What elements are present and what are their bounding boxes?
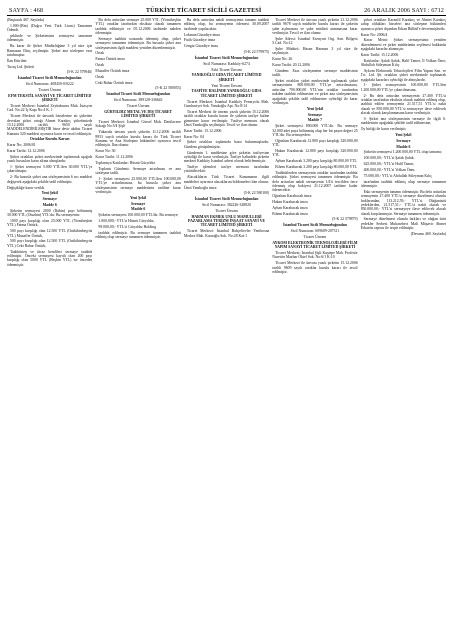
paragraph: Ethem Karabacak imza bbox=[272, 211, 308, 216]
paragraph: Değişikliğe karar verildi. bbox=[7, 185, 46, 190]
paragraph: Gündem: Esas sözleşmenin sermaye maddesinin tadili. bbox=[272, 68, 358, 78]
paragraph: (5-K 22 579946) bbox=[66, 70, 93, 75]
paragraph: Sermaye düzeltmesi olumlu farkları ve olağan üstü yedekler Serbest Muhasebeci Mali Müşavir Ahmet Erkan'ın raporu ile tespit edilmiştir. bbox=[360, 217, 447, 231]
paragraph: 1- Şirket sermayesi 25.000,00 YTL'den 100.000,00 YTL'ye arttırılmasına, bu hususla şirket ana sözleşmesinin sermaye maddesinin tadiline karar verilmiştir. bbox=[95, 176, 181, 194]
paragraph: Ümit Yanıkoğlu imza bbox=[183, 185, 217, 190]
paragraph: Karar No: 2006/01 bbox=[7, 143, 36, 148]
paragraph: Ticaret Merkezi: İstanbul Bahçelievler Yenibosna Merkez Mah. Karaoğlu Sok. No:28 Kat:1 bbox=[183, 229, 270, 238]
paragraph: Hakan Karabacak 12.800 payı karşılığı 320.000,00 YTL bbox=[272, 148, 358, 158]
paragraph: 500 payı karşılığı olan 12.500 YTL (Onikibinbeşyüz YTL) Muzaffer Öztürk, bbox=[7, 229, 93, 238]
paragraph: Ticaret Merkezi: İstanbul Zeytinburnu Mah. İstasyon Cad. No:22 İç Kapı No:4 K. 1 bbox=[7, 104, 93, 113]
paragraph: YANIKOĞLU GIDA TİCARET LİMİTED ŞİRKETİ bbox=[191, 73, 262, 82]
paragraph: 75.000,00,- YTL'si Abdullah Süleyman Kılıç bbox=[363, 173, 432, 178]
paragraph: GÜRYILDIZ METAL VE DIŞ TİCARET LİMİTED ŞİRKETİ bbox=[104, 109, 173, 119]
paragraph: (5-K 22 579975) bbox=[243, 50, 270, 55]
paragraph: Tasfiye işlemleri tasfiye memuru tarafından yürütülecektir. bbox=[183, 165, 270, 174]
paragraph: Eski sermayenin tamamı ödenmiştir. Bu defa arttırılan sermayenin 27.400 YTL'si sermaye düzeltmesi olumlu farklarından, 113.212,59,- YTL'si Olağanüstü yedeklerden, 21.517,51,- YTL'si nakit olarak ve 850.000,00,- YTL'si sermayeye ilave edilecek alacak olarak karşılanmıştır. Sermaye tamamen ödenmiştir. bbox=[360, 189, 447, 216]
paragraph: Ortak bbox=[95, 51, 105, 56]
paragraph: Şirketin sermayesi 2000 (İkibin) payı bölünmüş 30.000 YTL (Otuzbin) YTL'dır. Bu sermayenin: bbox=[7, 208, 93, 218]
paragraph: şeklinde ve Şirketimizin sermayesi tamamen ödenmiştir. bbox=[7, 34, 93, 43]
paragraph: Muzaffer Öztürk imza bbox=[95, 68, 130, 73]
paragraph: Sicil Numarası: 609609-207311 bbox=[290, 229, 340, 234]
paragraph: Yeni Şekil bbox=[306, 106, 323, 111]
paragraph: Ticaret Merkezi ile ünvanı yazılı şirketin 21.12.2006 tarihli 9678 sayılı müdürler kurulu kararı ile şirketin şube açılmasına ve şube müdürü atanmasına karar verilmiştir. Tescil ve ilan olunur. bbox=[272, 18, 358, 36]
paragraph: Sicil Numarası: Kadıköy-6274 bbox=[203, 61, 250, 66]
paragraph: 625.000,00,- YTL'si Halil Tamer, bbox=[363, 162, 415, 167]
paragraph: Yeni Şekil bbox=[41, 191, 58, 196]
paragraph: Sermaye taahhüt sırasında ödenmiş olup, şirket sermayesi tamamen ödenmiştir. Bu hususla şirket ana sözleşmesinin ilgili maddesi yeniden düzenlenmiştir. bbox=[95, 36, 181, 50]
paragraph: Gündemin 1. maddesine göre şirketin tasfiyesine oybirliği ile karar verilmiştir. Tasfiye halindeki şirketin merkezi Kadıköy İstanbul adresi olarak belirlenmiştir. bbox=[183, 150, 270, 164]
paragraph: Sicil Numarası: 408450-0/0222 bbox=[25, 82, 74, 87]
paragraph: Ayhan Karabacak imza bbox=[272, 205, 308, 210]
paragraph: Yukarıda ünvanı yazılı şirketin 11.12.2006 tarihli 8953 sayılı ortaklar kurulu kararı ile Türk Ticaret Kanunu ve Ana Sözleşme hükümleri uyarınca tescil edilmiştir. İlan olunur. bbox=[95, 130, 181, 148]
paragraph: Sicil Numarası: 389128-336643 bbox=[113, 98, 163, 103]
paragraph: Ethem Karabacak 3.200 payı karşılığı 80.000,00 YTL bbox=[275, 164, 358, 169]
paragraph: Karar Tarihi: 11.12.2006 bbox=[95, 154, 133, 159]
paragraph: Aykom Elektronik Teknolojileri Film Yapım San. ve Tic. Ltd. Şti. ortakları şirket merkezinde toplanarak aşağıdaki kararları oybirliği ile almışlardır. bbox=[360, 68, 447, 82]
paragraph: İstanbul Ticaret Sicili Memurluğundan bbox=[283, 223, 347, 228]
paragraph: Ticaret Ünvanı bbox=[303, 234, 327, 239]
paragraph: Ticaret Merkezi: İstanbul Şişli Kuştepe Mah. Profesör Nurettin Mazhar Öktel Sok. No:6/1 K:10 bbox=[272, 250, 358, 260]
paragraph: AYKOM ELEKTRONİK TEKNOLOJİLERİ FİLM YAPIM SANAYİ TİCARET LİMİTED ŞİRKETİ bbox=[272, 240, 358, 250]
page-number: SAYFA : 468 bbox=[9, 7, 44, 14]
paragraph: TASFİYE HALİNDE YANIKOĞLU GIDA TİCARET LİMİTED ŞİRKETİ bbox=[191, 89, 262, 98]
paragraph: Şirket ortakları şirket merkezinde toplanarak şirket sermayesinin 800.000,00 YTL'ye arttırılmasına, arttırılan 700.000,00 YTL'nin ortaklar tarafından nakden taahhüt edilmesine ve şirket ana sözleşmesinin aşağıdaki şekilde tadil edilmesine oybirliği ile karar verilmiştir. bbox=[272, 79, 358, 105]
text-columns bbox=[7, 18, 446, 622]
paragraph: 1- Şirket sermayesinin 100.000,00 YTL'den 1.200.000,00 YTL'ye çıkartılmasına, bbox=[360, 83, 447, 92]
paragraph: 3- Şirket ana sözleşmesinin sermaye ile ilgili 6. maddesinin aşağıdaki şekilde tadil edilmesine, bbox=[360, 116, 447, 126]
paragraph: Bu defa arttırılan nakdi sermayenin tamamı taahhüt edilmiş olup, bu sermayenin ödemesi 30.09.2007 tarihinde yapılacaktır. bbox=[183, 18, 270, 31]
paragraph: Ticaret Merkezi: İstanbul Kadıköy Feneryolu Mah. Cumhuriyet Sok. Yanıkoğlu Apt. No:8/14 bbox=[183, 99, 270, 108]
paragraph: Oy birliği ile karar verilmiştir. bbox=[360, 127, 407, 132]
paragraph: Oğuzhan Karabacak 12.800 payı karşılığı 320.000,00 YTL bbox=[272, 138, 358, 148]
paragraph: 100.000,00,- YTL'si Şafak Şafak, bbox=[363, 156, 415, 161]
paragraph: tarafından taahhüt edilmiş olup sermaye tamamen ödenmiştir. bbox=[360, 179, 447, 188]
paragraph: İstanbul Ticaret Sicili Memurluğundan bbox=[194, 55, 259, 60]
paragraph: Yeni Şekil bbox=[395, 132, 412, 137]
paragraph: Ticaret Ünvanı bbox=[126, 104, 150, 108]
paragraph: Karar Tarihi: 20.12.2006 bbox=[272, 63, 310, 68]
paragraph: Ticaret Merkezi ile ünvanı yazılı şirketin 15.12.2006 tarihli ortaklar kurulu kararı ile şirketin tasfiye haline girmesine karar verilmiştir. Tasfiye memuru olarak Ümit Yanıkoğlu seçilmiştir. Tescil ve ilan olunur. bbox=[183, 109, 270, 127]
paragraph: (5-K 22 580053) bbox=[155, 86, 181, 91]
page-header bbox=[7, 0, 446, 16]
paragraph: Madde 7 bbox=[307, 118, 323, 123]
paragraph: 1- Şirket sermayesi 5.000 YTL'den 30.000 YTL'ye çıkartılmıştır. bbox=[7, 165, 93, 174]
paragraph: Ticaret Merkezi: İstanbul Gürsel Mah. Darülaceze Sokağı No:5/4 Şişli bbox=[95, 120, 181, 129]
column-5 bbox=[361, 18, 446, 622]
paragraph: Taahhütlerden sermayenin ortaklar tarafından taahhüt edilmiştir. Şirket sermayesi tamamen ödenmiştir. Bu defa arttırılan nakdi sermayenin 1/4'ü tescilden önce ödenmiş olup bakiyesi 21.12.2007 tarihine kadar ödenecektir. bbox=[272, 170, 358, 193]
paragraph: Şirket ortakları toplantıda hazır bulunmuşlardır. Gündem görüşülmüştür. bbox=[183, 140, 270, 149]
paragraph: Madde 6 bbox=[396, 144, 411, 149]
paragraph: Ortak bbox=[95, 63, 105, 68]
paragraph: EFM TEKSTİL SANAYİ VE TİCARET LİMİTED ŞİRKETİ bbox=[8, 93, 92, 103]
paragraph: Katılanlar: Şafak Şafak, Halil Tamer, İl Volkan Öner, Abdullah Süleyman Kılıç bbox=[360, 58, 447, 68]
paragraph: Sermaye bbox=[131, 201, 146, 206]
paragraph: (Baştarafı 467. Sayfada) bbox=[7, 18, 45, 22]
column-1 bbox=[7, 18, 92, 622]
paragraph: Şube Adresi: İstanbul Esenyurt Org. San. Bölgesi 5.Cad. No:12 bbox=[272, 36, 358, 46]
paragraph: Karar No: 26 bbox=[272, 57, 293, 62]
paragraph: Ortaklar Kurulu Kararı bbox=[29, 137, 70, 142]
column-3 bbox=[184, 18, 269, 622]
paragraph: (5-K 22 580100) bbox=[243, 191, 270, 196]
paragraph: 400.000,00,- YTL'si Volkan Öner, bbox=[363, 167, 416, 172]
paragraph: İstanbul Ticaret Sicili Memurluğundan bbox=[106, 92, 170, 97]
paragraph: Fatma Öztürk imza bbox=[95, 57, 125, 62]
paragraph: taahhüt edilmiştir. Bu sermaye tamamen taahhüt edilmiş olup sermaye tamamen ödenmiştir. bbox=[95, 230, 181, 240]
paragraph: Karar Tarihi: 15.12.2006 bbox=[360, 52, 399, 57]
paragraph: Cengiz Güradiye imza bbox=[183, 44, 218, 49]
paragraph: Karar No: 04 bbox=[183, 134, 204, 139]
paragraph: Sicil Numarası: 382226-328820 bbox=[202, 203, 251, 208]
paragraph: Lokman Güradiye imza bbox=[183, 32, 220, 37]
paragraph: Ayhan Karabacak 3.200 payı karşılığı 80.000,00 YTL bbox=[275, 159, 357, 164]
paragraph: 500 payı karşılığı olan 12.500 YTL (Onikibinbeşyüz YTL) Ceki Bahar Öztürk, bbox=[7, 239, 93, 248]
paragraph: 99.000,00,- YTL'si Güryıldız Holding bbox=[98, 224, 157, 229]
paragraph: Hakan Karabacak imza bbox=[272, 199, 308, 204]
paragraph: Karar Metni: Şirket sermayesinin yeniden düzenlenmesi ve şirket müdürünün seçilmesi hakkında aşağıdaki kararlar alınmıştır. bbox=[360, 38, 447, 52]
paragraph: Fatih Güradiye imza bbox=[183, 38, 216, 43]
paragraph: 1.000-(Bin) (Doğru Yeni Türk Lirası) Tamamen Ödendi. bbox=[7, 23, 93, 33]
paragraph: Ticaret Ünvanı bbox=[38, 87, 62, 92]
paragraph: Taahhütten ve itiraz kendileri sermaye taahhüt edilmiştir. Önceki sermayesi kayıtlı olan 200 payı karşılığı olan 5000 YTL (Beşbin YTL) ise önceden ödenmiştir. bbox=[7, 249, 93, 267]
paragraph: Şirketin sermayesi 100.000,00 YTL'dir. Bu sermaye; bbox=[98, 213, 179, 218]
issue-date: 26 ARALIK 2006 SAYI : 6712 bbox=[364, 7, 444, 14]
paragraph: Madde 6 bbox=[42, 203, 57, 208]
paragraph: Şirketin sermayesi 1.200.000,00 YTL olup tamamı; bbox=[363, 150, 442, 155]
column-4 bbox=[272, 18, 357, 622]
paragraph: Karar No: 2006/4 bbox=[360, 32, 388, 37]
paragraph: (Devamı 469. Sayfada) bbox=[410, 231, 447, 236]
paragraph: Karar Tarihi: 15.12.2006 bbox=[183, 128, 222, 133]
paragraph: Madde 6 bbox=[130, 207, 146, 212]
paragraph: İstanbul Ticaret Sicili Memurluğundan bbox=[17, 76, 82, 81]
paragraph: Toplantı Gündemi: Sermaye artırılması ve ana sözleşme tadili. bbox=[95, 166, 181, 175]
paragraph: Oğuzhan Karabacak imza bbox=[272, 194, 312, 199]
paragraph: Şirket sermayesi 800.000 YTL'dir. Bu sermaye 32.000 adet paya bölünmüş olup her bir payın değeri 25 YTL'dir. Bu sermayeden: bbox=[272, 124, 358, 137]
paragraph: Bu karar ile Şirket Müdürlüğüne 3 yıl süre için Ramazan Dinç seçilmiştir. Şirket ana sözleşme esas tutulmuştur. bbox=[7, 44, 93, 57]
paragraph: Ceki Bahar Öztürk imza bbox=[95, 80, 133, 85]
paragraph: Ticaret Ünvanı bbox=[215, 208, 238, 213]
paragraph: Şube Müdürü: Hasan Harman 3 yıl süre ile seçilmiştir. bbox=[272, 47, 358, 56]
column-2 bbox=[95, 18, 180, 622]
paragraph: şirket ortakları Karanfil Karakoç ve Ahmet Karakoç sahip oldukları hisseleri ana sözleşme hükümleri uyarınca şirket dışından Erkan Bülbül'e devretmişlerdir. bbox=[360, 18, 447, 31]
paragraph: 1000 payı karşılığı olan 25.000 YTL (Yirmibeşbin YTL) Fatma Öztürk, bbox=[7, 219, 93, 228]
paragraph: 1.000,000,- YTL'si Hüsnü Güryıldız, bbox=[98, 219, 155, 224]
paragraph: Ortak bbox=[95, 74, 105, 79]
paragraph: Karar No: 30 bbox=[95, 149, 116, 154]
paragraph: Sermaye bbox=[307, 112, 322, 117]
paragraph: Toplantıya Katılanlar: Hüsnü Güryıldız bbox=[95, 160, 156, 165]
paragraph: Sermaye bbox=[396, 138, 411, 143]
paragraph: Bu defa arttırılan sermaye 25.000 YTL (Yirmibeşbin YTL) ortaklar tarafından eksiksiz olarak tamamen taahhüt edilmiştir ve 05.12.2006 tarihinde nakden ödenmiştir. bbox=[95, 18, 181, 36]
paragraph: Yeni Ticaret Ünvanı bbox=[211, 83, 242, 88]
paragraph: İlan Ettirilen: bbox=[7, 58, 28, 63]
paragraph: (5-K 22 579879) bbox=[332, 217, 358, 222]
paragraph: Şirket ortakları şirket merkezinde toplanarak aşağıda yazılı hususları karar altına almışlardır. bbox=[7, 154, 93, 164]
gazette-title: TÜRKİYE TİCARET SİCİLİ GAZETESİ bbox=[145, 7, 262, 14]
paragraph: Ticaret Merkezi ile ünvanı yazılı şirketin 15.12.2006 tarihli 9609 sayılı ortaklar kurulu kararı ile tescil edilmiştir. bbox=[272, 261, 358, 274]
paragraph: Sermaye bbox=[42, 197, 57, 202]
paragraph: 2- Bu defa arttırılan sermayenin 27.400 YTL'si ortaklar tarafından eksiksiz olarak taahhüt edilmiş olup, taahhüt edilen sermayenin 21.517,51 YTL'si nakit olarak ve 850.000,00 YTL'si sermayeye ilave edilecek alacak olarak karşılanmasına karar verilmiştir. bbox=[360, 93, 447, 116]
paragraph: İstanbul Ticaret Sicili Memurluğundan bbox=[194, 197, 259, 202]
paragraph: Karar Tarihi: 12.12.2006 bbox=[7, 149, 45, 154]
paragraph: 2- Bu hususla şirket ana sözleşmesinin 6 ncı maddesi değişerek aşağıdaki şekilde tadil edilmiştir. bbox=[7, 175, 93, 184]
paragraph: Eski Ticaret Ünvanı bbox=[211, 67, 242, 72]
paragraph: Yeni Şekil bbox=[130, 195, 147, 200]
paragraph: Alacaklıların Türk Ticaret Kanununun ilgili maddeleri uyarınca alacaklarını bildirmeleri ilan olunur. bbox=[183, 175, 270, 184]
paragraph: Ticaret Merkezi ile ünvanlı hisselerine ait şirketten devralan şirket ortağı Ahmet Karakoç şirketimizde 15.12.2006 tarihli 9650 sayılı MADDELENDİRİLMİŞTİR hisse devir akdini Ticaret Kanunu 520 maddesi uyarınca karar ve tescil edilmiştir. bbox=[7, 114, 93, 136]
paragraph: Tucaş Ltd. Şirketi bbox=[7, 64, 35, 69]
paragraph: HARMAN EKMEK UNLU MAMULLERİ PAZARLAMA TURİZM İNŞAAT SANAYİ VE TİCARET LİMİTED ŞİRKETİ bbox=[188, 214, 265, 228]
